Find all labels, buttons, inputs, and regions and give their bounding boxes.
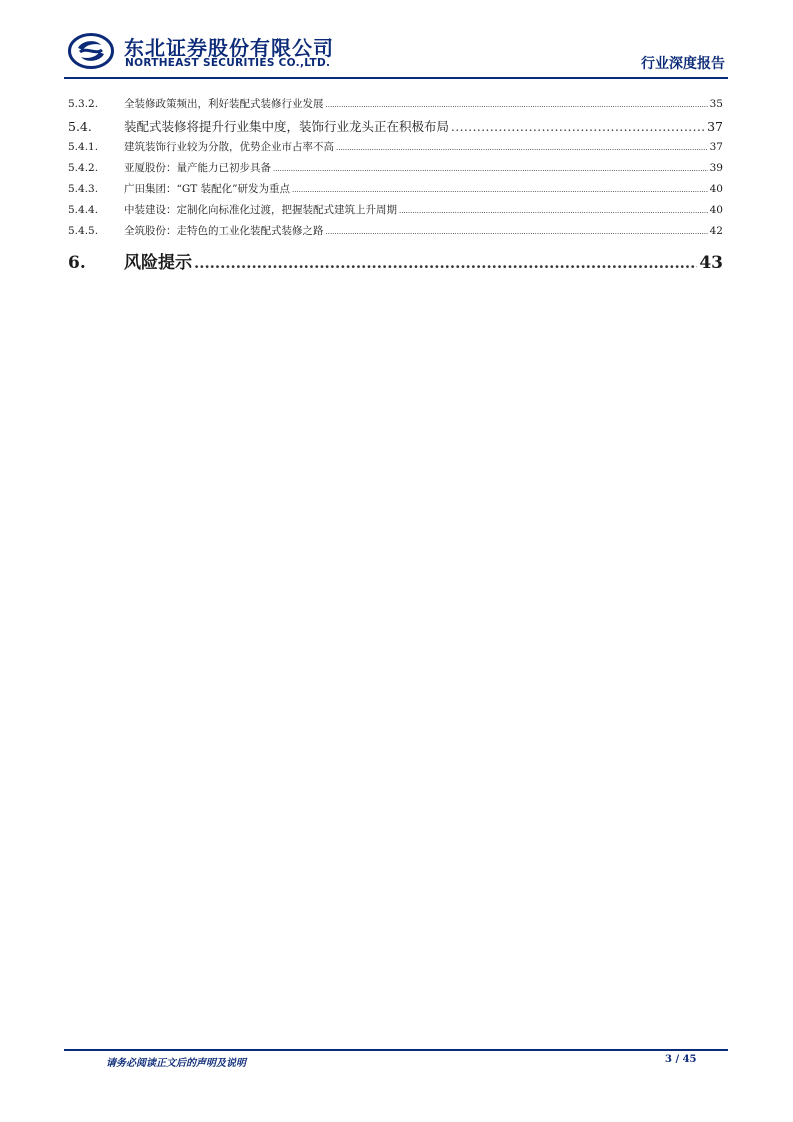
toc-entry-title: 广田集团：“GT 装配化”研发为重点 [124, 183, 290, 195]
toc-entry-title: 中装建设：定制化向标准化过渡，把握装配式建筑上升周期 [124, 204, 397, 216]
page-indicator: 3 / 45 [665, 1054, 697, 1065]
toc-entry-number: 5.4.1. [68, 141, 99, 153]
toc-dot-leader [194, 254, 697, 272]
toc-entry-title: 全筑股份：走特色的工业化装配式装修之路 [124, 225, 324, 237]
table-of-contents [68, 96, 723, 278]
toc-entry-title: 建筑装饰行业较为分散，优势企业市占率不高 [124, 141, 334, 153]
toc-entry-page: 37 [709, 141, 723, 153]
page-header [0, 0, 793, 80]
company-name-cn: 东北证券股份有限公司 [124, 36, 334, 60]
toc-entry-page: 42 [709, 225, 723, 237]
toc-dot-leader [336, 144, 708, 152]
toc-entry-page: 35 [709, 98, 723, 110]
toc-entry-number: 5.4. [68, 119, 92, 134]
toc-entry[interactable] [68, 139, 723, 160]
footer-disclaimer: 请务必阅读正文后的声明及说明 [106, 1058, 246, 1069]
toc-entry-page: 37 [707, 119, 723, 134]
toc-dot-leader [326, 228, 708, 236]
toc-entry-number: 5.3.2. [68, 98, 99, 110]
toc-entry-number: 5.4.4. [68, 204, 99, 216]
toc-entry[interactable] [68, 202, 723, 223]
toc-entry-title: 全装修政策频出，利好装配式装修行业发展 [124, 98, 324, 110]
toc-entry-title: 亚厦股份：量产能力已初步具备 [124, 162, 271, 174]
report-type-label: 行业深度报告 [641, 56, 725, 72]
toc-entry[interactable] [68, 96, 723, 117]
toc-entry-title: 风险提示 [124, 253, 192, 273]
toc-entry-page: 39 [709, 162, 723, 174]
toc-entry-number: 5.4.2. [68, 162, 99, 174]
toc-entry-number: 5.4.3. [68, 183, 99, 195]
toc-dot-leader [451, 120, 705, 134]
company-name-en: NORTHEAST SECURITIES CO.,LTD. [125, 57, 331, 69]
toc-entry[interactable] [68, 248, 723, 278]
toc-entry-page: 40 [709, 204, 723, 216]
toc-entry[interactable] [68, 223, 723, 244]
toc-dot-leader [326, 101, 708, 109]
toc-entry-page: 40 [709, 183, 723, 195]
toc-dot-leader [273, 165, 708, 173]
toc-entry[interactable] [68, 117, 723, 139]
toc-dot-leader [399, 207, 708, 215]
footer-divider [64, 1049, 728, 1051]
toc-entry-page: 43 [699, 253, 723, 273]
toc-entry-number: 5.4.5. [68, 225, 99, 237]
northeast-securities-logo-icon [68, 33, 114, 69]
toc-entry-title: 装配式装修将提升行业集中度，装饰行业龙头正在积极布局 [124, 119, 450, 134]
toc-entry[interactable] [68, 181, 723, 202]
toc-entry[interactable] [68, 160, 723, 181]
toc-dot-leader [292, 186, 708, 194]
toc-entry-number: 6. [68, 253, 86, 273]
header-divider [64, 77, 728, 79]
